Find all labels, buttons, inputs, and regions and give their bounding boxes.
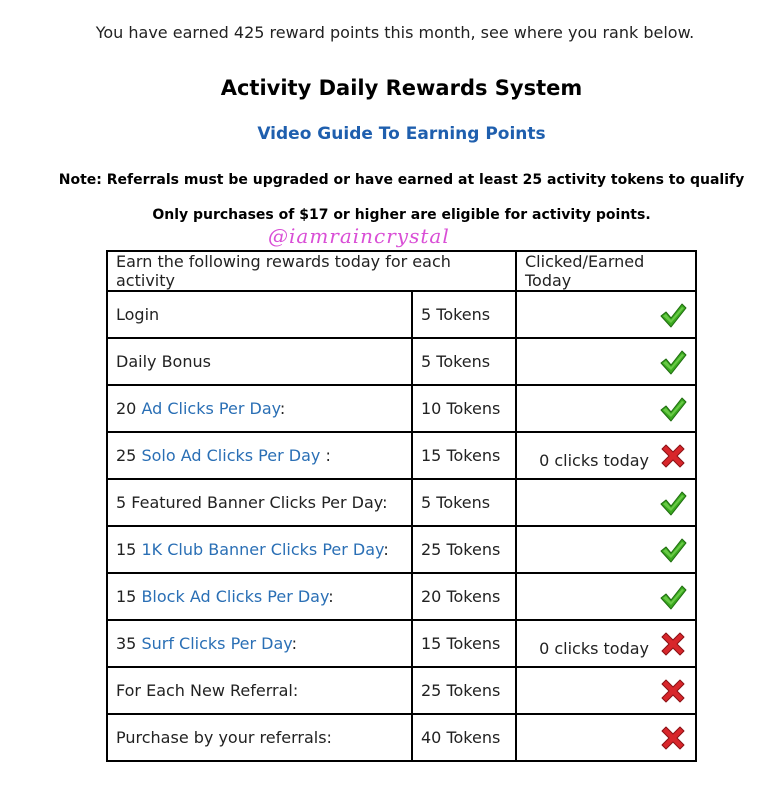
table-row: [107, 714, 696, 761]
activity-link[interactable]: Ad Clicks Per Day: [141, 399, 280, 418]
status-cell: [516, 338, 696, 385]
status-cell: [516, 479, 696, 526]
activity-suffix: :: [279, 399, 286, 418]
cross-icon: [659, 630, 687, 658]
checkmark-icon: [659, 489, 687, 517]
checkmark-icon: [659, 348, 687, 376]
watermark: @iamraincrystal: [268, 224, 450, 248]
activity-suffix: :: [383, 540, 389, 559]
activity-label: Daily Bonus: [116, 352, 211, 371]
header-activity: Earn the following rewards today for each activity: [107, 251, 516, 291]
token-reward: 25 Tokens: [412, 667, 516, 714]
token-reward: 15 Tokens: [412, 432, 516, 479]
activity-cell: [107, 479, 412, 526]
activity-label: 25: [116, 446, 142, 465]
token-reward: 20 Tokens: [412, 573, 516, 620]
status-cell: [516, 573, 696, 620]
activity-label: Login: [116, 305, 160, 324]
activity-cell: [107, 432, 412, 479]
status-cell: [516, 432, 696, 479]
purchase-note: Only purchases of $17 or higher are eligible for activity points.: [152, 207, 651, 223]
table-row: [107, 667, 696, 714]
activity-label: 20: [116, 399, 142, 418]
activity-cell: [107, 526, 412, 573]
table-row: [107, 385, 696, 432]
activity-link[interactable]: 1K Club Banner Clicks Per Day: [141, 540, 384, 559]
table-row: [107, 479, 696, 526]
status-cell: [516, 714, 696, 761]
activity-label: 35: [116, 634, 142, 653]
table-row: [107, 291, 696, 338]
cross-icon: [659, 724, 687, 752]
referral-note: Note: Referrals must be upgraded or have earned at least 25 activity tokens to qualify: [58, 172, 745, 188]
status-cell: [516, 526, 696, 573]
activity-cell: [107, 667, 412, 714]
token-reward: 5 Tokens: [412, 291, 516, 338]
table-row: [107, 526, 696, 573]
checkmark-icon: [659, 395, 687, 423]
table-row: [107, 338, 696, 385]
token-reward: 5 Tokens: [412, 479, 516, 526]
token-reward: 10 Tokens: [412, 385, 516, 432]
status-cell: [516, 385, 696, 432]
table-row: [107, 573, 696, 620]
checkmark-icon: [659, 583, 687, 611]
cross-icon: [659, 677, 687, 705]
token-reward: 25 Tokens: [412, 526, 516, 573]
cross-icon: [659, 442, 687, 470]
activity-cell: [107, 714, 412, 761]
activity-suffix: :: [328, 587, 334, 606]
table-row: [107, 432, 696, 479]
click-count-text: 0 clicks today: [539, 639, 649, 658]
checkmark-icon: [659, 301, 687, 329]
activity-label: 15: [116, 540, 142, 559]
activity-cell: [107, 291, 412, 338]
status-cell: [516, 291, 696, 338]
activity-cell: [107, 620, 412, 667]
activity-cell: [107, 573, 412, 620]
activity-label: 15: [116, 587, 142, 606]
click-count-text: 0 clicks today: [539, 451, 649, 470]
activity-label: 5 Featured Banner Clicks Per Day:: [116, 493, 388, 512]
activity-label: Purchase by your referrals:: [116, 728, 332, 747]
activity-suffix: :: [320, 446, 331, 465]
activity-cell: [107, 338, 412, 385]
token-reward: 15 Tokens: [412, 620, 516, 667]
table-row: [107, 620, 696, 667]
activity-label: For Each New Referral:: [116, 681, 299, 700]
table-header-row: [107, 251, 696, 291]
token-reward: 40 Tokens: [412, 714, 516, 761]
activity-suffix: :: [291, 634, 297, 653]
status-cell: [516, 667, 696, 714]
activity-link[interactable]: Block Ad Clicks Per Day: [141, 587, 329, 606]
points-summary: You have earned 425 reward points this month, see where you rank below.: [95, 23, 695, 42]
activity-link[interactable]: Solo Ad Clicks Per Day: [141, 446, 321, 465]
header-status: Clicked/Earned Today: [516, 251, 696, 291]
activity-link[interactable]: Surf Clicks Per Day: [141, 634, 292, 653]
token-reward: 5 Tokens: [412, 338, 516, 385]
checkmark-icon: [659, 536, 687, 564]
video-guide-link[interactable]: Video Guide To Earning Points: [257, 124, 546, 144]
rewards-table: [106, 250, 697, 762]
status-cell: [516, 620, 696, 667]
page-title: Activity Daily Rewards System: [220, 76, 583, 100]
activity-cell: [107, 385, 412, 432]
